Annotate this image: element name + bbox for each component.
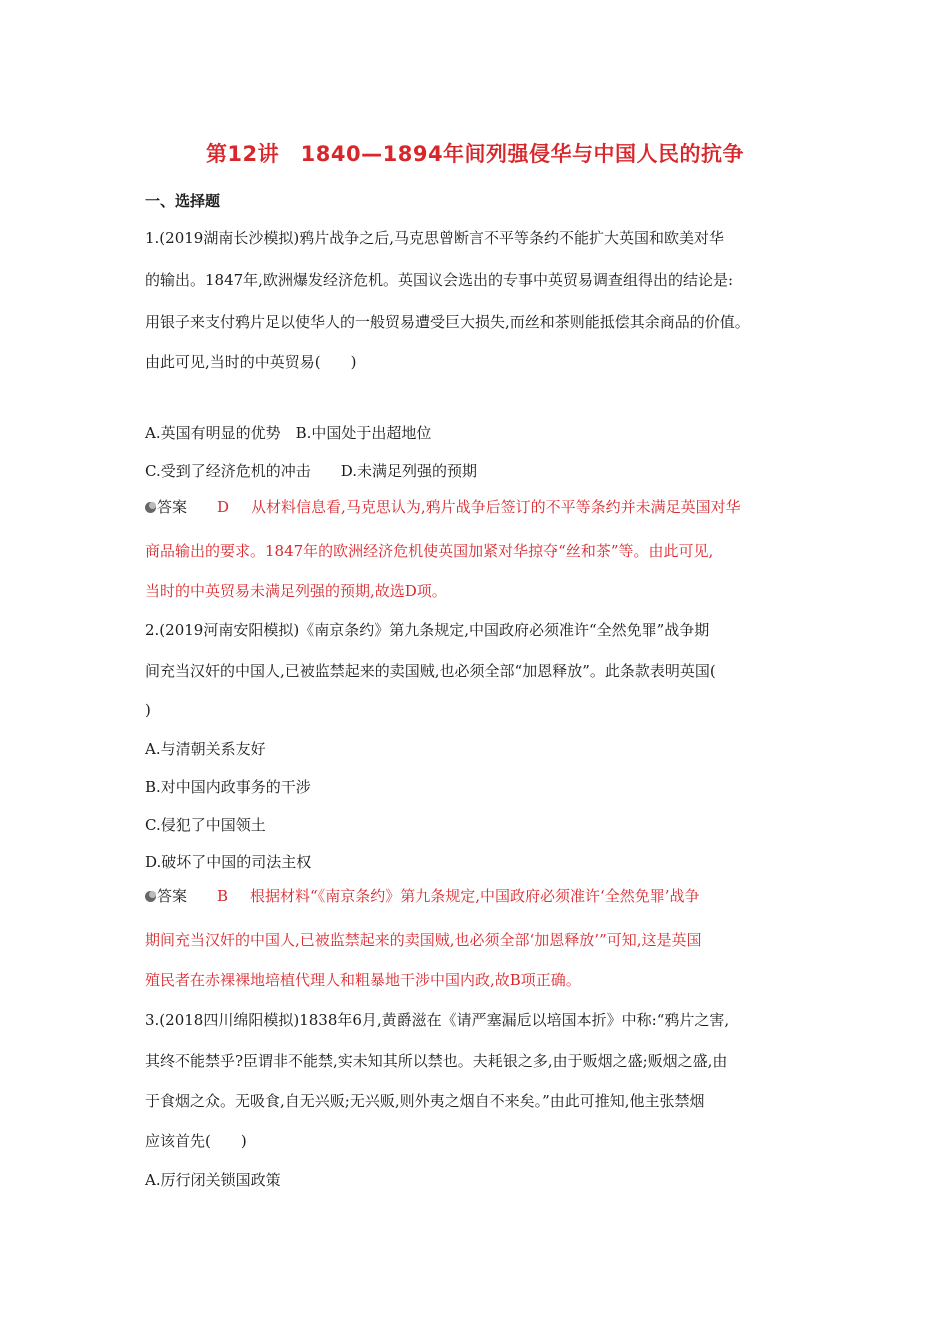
answer-label: 答案 — [157, 498, 188, 516]
q3-option: A.厉行闭关锁国政策 — [145, 1171, 281, 1189]
section-heading: 一、选择题 — [145, 192, 221, 210]
answer-label: 答案 — [157, 887, 188, 905]
q3-stem-line: 其终不能禁乎?臣谓非不能禁,实未知其所以禁也。夫耗银之多,由于贩烟之盛;贩烟之盛,由 — [145, 1052, 728, 1070]
answer-icon — [145, 502, 156, 513]
q3-stem-line: 于食烟之众。无吸食,自无兴贩;无兴贩,则外夷之烟自不来矣。”由此可推知,他主张禁烟 — [145, 1092, 705, 1110]
q1-stem-line: 用银子来支付鸦片足以使华人的一般贸易遭受巨大损失,而丝和茶则能抵偿其余商品的价值。 — [145, 313, 750, 331]
answer-letter: B — [217, 887, 229, 905]
answer-letter: D — [217, 498, 230, 516]
q3-stem-line: 应该首先( ) — [145, 1132, 247, 1150]
q2-answer-line — [145, 886, 700, 906]
q1-answer-line: 商品输出的要求。1847年的欧洲经济危机使英国加紧对华掠夺“丝和茶”等。由此可见, — [145, 542, 714, 560]
q2-stem-line: ) — [145, 701, 151, 719]
q1-answer-line: 当时的中英贸易未满足列强的预期,故选D项。 — [145, 582, 447, 600]
q1-option: C.受到了经济危机的冲击 D.未满足列强的预期 — [145, 462, 477, 480]
answer-text: 从材料信息看,马克思认为,鸦片战争后签订的不平等条约并未满足英国对华 — [251, 498, 741, 516]
q1-answer-line — [145, 497, 741, 517]
page-title: 第12讲 1840—1894年间列强侵华与中国人民的抗争 — [205, 142, 745, 166]
q2-stem-line: 间充当汉奸的中国人,已被监禁起来的卖国贼,也必须全部“加恩释放”。此条款表明英国( — [145, 662, 716, 680]
q1-stem-line: 1.(2019湖南长沙模拟)鸦片战争之后,马克思曾断言不平等条约不能扩大英国和欧美对华 — [145, 229, 724, 247]
q2-option: A.与清朝关系友好 — [145, 740, 266, 758]
q1-stem-line: 的输出。1847年,欧洲爆发经济危机。英国议会选出的专事中英贸易调查组得出的结论是: — [145, 271, 733, 289]
answer-icon — [145, 891, 156, 902]
q2-answer-line: 殖民者在赤裸裸地培植代理人和粗暴地干涉中国内政,故B项正确。 — [145, 971, 581, 989]
q2-option: C.侵犯了中国领土 — [145, 816, 266, 834]
q2-option: B.对中国内政事务的干涉 — [145, 778, 311, 796]
q1-option: A.英国有明显的优势 B.中国处于出超地位 — [145, 424, 432, 442]
q2-stem-line: 2.(2019河南安阳模拟)《南京条约》第九条规定,中国政府必须准许“全然免罪”战争期 — [145, 621, 710, 639]
q3-stem-line: 3.(2018四川绵阳模拟)1838年6月,黄爵滋在《请严塞漏卮以培国本折》中称:“鸦片之害, — [145, 1011, 730, 1029]
q2-answer-line: 期间充当汉奸的中国人,已被监禁起来的卖国贼,也必须全部‘加恩释放’”可知,这是英国 — [145, 931, 702, 949]
q1-stem-line: 由此可见,当时的中英贸易( ) — [145, 353, 357, 371]
q2-option: D.破坏了中国的司法主权 — [145, 853, 312, 871]
answer-text: 根据材料“《南京条约》第九条规定,中国政府必须准许‘全然免罪’战争 — [250, 887, 700, 905]
